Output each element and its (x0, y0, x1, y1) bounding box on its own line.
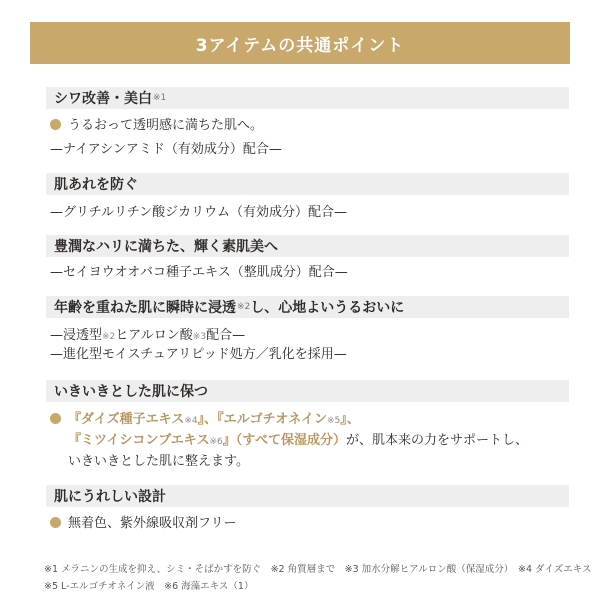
footnote-ref: ※5 (327, 416, 341, 426)
bullet-text: うるおって透明感に満ちた肌へ。 (68, 118, 264, 133)
bullet-dot-icon (50, 119, 61, 130)
section-heading-text-a: 年齢を重ねた肌に瞬時に浸透 (54, 300, 236, 316)
section-heading-text: シワ改善・美白 (54, 91, 152, 107)
section-bullet-line (50, 515, 236, 533)
ingredient-line (50, 327, 245, 346)
ingredient-text: —浸透型 (50, 328, 103, 343)
footnote-ref: ※2 (237, 302, 251, 312)
footnote-line: ※5 L-エルゴチオネイン液 ※6 海藻エキス（1） (44, 581, 254, 592)
footnote-ref: ※6 (209, 437, 223, 447)
section-heading-wrinkle-whitening (46, 87, 569, 109)
body-text: が、肌本来の力をサポートし、 (345, 433, 528, 448)
section-heading-text-b: し、心地よいうるおいに (250, 300, 405, 316)
ingredient-line: —ナイアシンアミド（有効成分）配合— (50, 142, 282, 157)
section-heading-text: 肌あれを防ぐ (54, 177, 138, 193)
section-bullet-line (50, 411, 360, 430)
continuation-line (68, 432, 528, 451)
ingredient-text: 配合— (206, 328, 246, 343)
section-heading-skin-friendly (46, 485, 569, 507)
bullet-dot-icon (50, 413, 61, 424)
footnote-line: ※1 メラニンの生成を抑え、シミ・そばかすを防ぐ ※2 角質層まで ※3 加水分解ヒアルロン酸（保湿成分） ※4 ダイズエキス (44, 564, 592, 575)
continuation-line: いきいきとした肌に整えます。 (68, 454, 249, 469)
highlight-text: 『ミツイシコンブエキス (68, 433, 210, 448)
highlight-text: 』、 (340, 412, 360, 427)
section-bullet-line (50, 117, 263, 135)
section-heading-firmness (46, 235, 569, 257)
highlight-text: 『ダイズ種子エキス (68, 412, 185, 427)
section-heading-lively-skin (46, 380, 569, 402)
ingredient-text: ヒアルロン酸 (115, 328, 193, 343)
section-heading-text: 肌にうれしい設計 (54, 489, 166, 505)
section-heading-penetration (46, 296, 569, 318)
page-title: 3アイテムの共通ポイント (30, 22, 570, 64)
bullet-text: 無着色、紫外線吸収剤フリー (68, 516, 237, 531)
section-heading-rough-skin (46, 173, 569, 195)
bullet-dot-icon (50, 517, 61, 528)
highlight-text: 』、『エルゴチオネイン (197, 412, 327, 427)
ingredient-line: —進化型モイスチュアリピッド処方／乳化を採用— (50, 347, 347, 362)
footnote-ref: ※1 (153, 93, 167, 103)
highlight-text: 』（すべて保湿成分） (222, 433, 346, 448)
section-heading-text: いきいきとした肌に保つ (54, 384, 208, 400)
section-heading-text: 豊潤なハリに満ちた、輝く素肌美へ (54, 239, 278, 255)
ingredient-line: —セイヨウオオバコ種子エキス（整肌成分）配合— (50, 265, 348, 280)
footnote-ref: ※4 (184, 416, 198, 426)
footnote-ref: ※3 (192, 332, 207, 342)
ingredient-line: —グリチルリチン酸ジカリウム（有効成分）配合— (50, 205, 348, 220)
footnote-ref: ※2 (102, 332, 116, 342)
